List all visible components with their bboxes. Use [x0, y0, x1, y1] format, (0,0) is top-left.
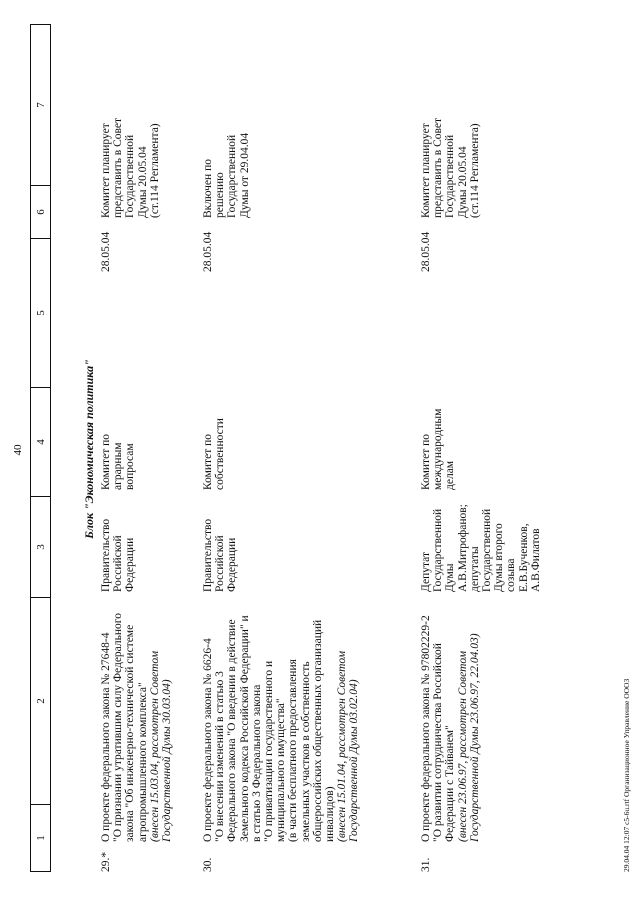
text-line: Федерации	[124, 537, 137, 592]
text-line: Комитет планирует	[420, 123, 432, 218]
committee	[202, 386, 226, 490]
text-line: Государственной	[432, 508, 445, 592]
text-line: аграрным	[112, 442, 125, 490]
text-line: (внесен 15.01.04, рассмотрен Советом	[336, 650, 349, 842]
text-line: представить в Совет	[432, 117, 445, 218]
text-line: международным	[432, 408, 445, 490]
initiator	[202, 494, 239, 592]
text-line: представить в Совет	[112, 117, 125, 218]
text-line: "О развитии сотрудничества Российской	[432, 643, 445, 842]
text-line: А.В.Филатов	[529, 528, 542, 592]
text-line: Российской	[214, 535, 227, 592]
text-line: А.В.Митрофанов;	[456, 504, 469, 592]
text-line: Комитет планирует	[100, 123, 112, 218]
text-line: О проекте федерального закона № 6626-4	[202, 638, 214, 842]
text-line: Правительство	[100, 518, 112, 592]
status-note	[202, 68, 251, 218]
status-note	[420, 68, 481, 218]
date: 28.05.04	[202, 231, 214, 272]
column-header: 6	[31, 185, 50, 238]
date: 28.05.04	[420, 231, 432, 272]
text-line: Думы 20.05.04	[456, 146, 469, 218]
bill-title	[202, 594, 361, 842]
text-line: Комитет по	[420, 434, 432, 490]
bill-title	[100, 594, 173, 842]
text-line: Включен по	[202, 159, 214, 218]
text-line: Федерального закона "О введении в действие	[226, 619, 239, 842]
text-line: муниципального имущества"	[275, 698, 288, 842]
block-title: Блок "Экономическая политика"	[82, 359, 96, 539]
text-line: общероссийских общественных организаций	[311, 619, 324, 842]
text-line: инвалидов)	[324, 786, 337, 842]
text-line: Земельного кодекса Российской Федерации" и	[238, 615, 251, 842]
text-line: Государственной	[444, 134, 457, 218]
initiator	[420, 494, 542, 592]
text-line: Федерации	[226, 537, 239, 592]
text-line: Думы	[444, 563, 457, 592]
column-header: 7	[34, 102, 47, 108]
text-line: (ст.114 Регламента)	[148, 123, 161, 218]
footer-note: 29.04.04 12:07 c5-6u.rtf Организационное Управление ООО3	[622, 678, 631, 872]
committee	[100, 386, 137, 490]
text-line: (ст.114 Регламента)	[468, 123, 481, 218]
column-header-row	[30, 24, 51, 872]
row-number: 30.	[202, 857, 214, 872]
text-line: Е.В.Бученков,	[517, 523, 530, 592]
text-line: О проекте федерального закона № 97802229-2	[420, 615, 432, 842]
column-header: 4	[31, 387, 50, 496]
text-line: в статью 3 Федерального закона	[250, 684, 263, 842]
text-line: Государственной	[481, 508, 494, 592]
text-line: Депутат	[420, 552, 432, 592]
bill-title	[420, 594, 481, 842]
text-line: Думы 20.05.04	[136, 146, 149, 218]
text-line: Комитет по	[100, 434, 112, 490]
column-header: 3	[31, 496, 50, 597]
column-header: 2	[31, 597, 50, 804]
text-line: Думы от 29.04.04	[238, 132, 251, 218]
text-line: (в части бесплатного предоставления	[287, 659, 300, 842]
column-header: 5	[31, 238, 50, 387]
text-line: (внесен 15.03.04, рассмотрен Советом	[148, 650, 161, 842]
text-line: О проекте федерального закона № 27648-4	[100, 632, 112, 842]
text-line: собственности	[214, 418, 227, 490]
committee	[420, 386, 457, 490]
text-line: Правительство	[202, 518, 214, 592]
text-line: "О внесении изменений в статью 3	[214, 671, 227, 842]
text-line: решению	[214, 172, 227, 218]
text-line: Думы второго созыва	[493, 523, 518, 592]
initiator	[100, 494, 137, 592]
text-line: Государственной Думы 03.02.04)	[348, 679, 361, 842]
text-line: делам	[444, 460, 457, 490]
text-line: Федерации с Тайванем"	[444, 725, 457, 842]
text-line: (внесен 23.06.97, рассмотрен Советом	[456, 650, 469, 842]
text-line: Российской	[112, 535, 125, 592]
text-line: закона "Об инженерно-технической системе	[124, 624, 137, 842]
text-line: Государственной	[124, 134, 137, 218]
text-line: Государственной	[226, 134, 239, 218]
status-note	[100, 68, 161, 218]
text-line: Государственной Думы 30.03.04)	[161, 679, 174, 842]
text-line: вопросам	[124, 443, 137, 490]
text-line: депутаты	[468, 546, 481, 592]
page-number: 40	[12, 444, 24, 456]
column-header: 1	[31, 804, 50, 871]
text-line: "О признании утратившим силу Федерального	[112, 613, 125, 842]
text-line: земельных участков в собственность	[299, 661, 312, 842]
row-number: 31.	[420, 857, 432, 872]
text-line: агропромышленного комплекса"	[136, 682, 149, 842]
date: 28.05.04	[100, 231, 112, 272]
text-line: Государственной Думы 23.06.97, 22.04.03)	[468, 633, 481, 842]
row-number: 29.*	[100, 851, 112, 872]
text-line: Комитет по	[202, 434, 214, 490]
text-line: "О приватизации государственного и	[263, 660, 276, 842]
